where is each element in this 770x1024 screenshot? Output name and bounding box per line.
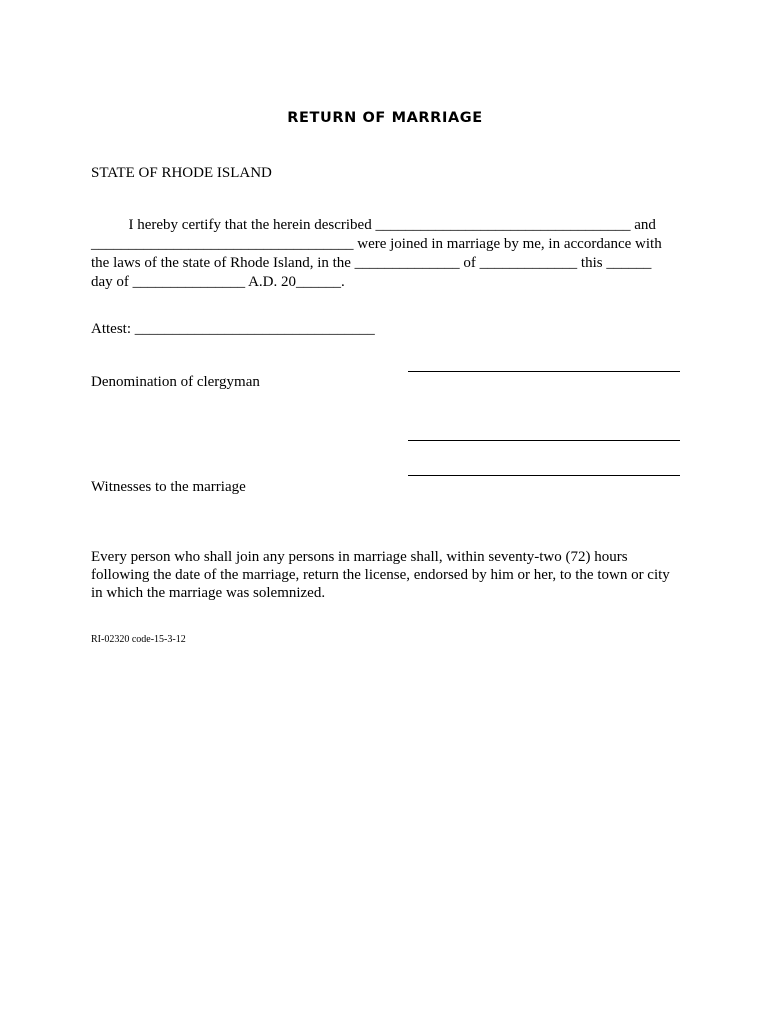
document-title: RETURN OF MARRIAGE [287, 110, 483, 126]
witness-signature-line-2 [408, 475, 680, 476]
witnesses-label: Witnesses to the marriage [91, 479, 246, 495]
certification-line-2: ___________________________________ were joined in marriage by me, in accordance with [91, 236, 662, 252]
state-heading: STATE OF RHODE ISLAND [91, 165, 272, 181]
attest-line: Attest: ________________________________ [91, 321, 375, 337]
clergyman-signature-line [408, 371, 680, 372]
denomination-label: Denomination of clergyman [91, 374, 260, 390]
certification-line-3: the laws of the state of Rhode Island, in the ______________ of _____________ this ______ [91, 255, 652, 271]
notice-line-2: following the date of the marriage, return the license, endorsed by him or her, to the town or city [91, 567, 670, 583]
form-code: RI-02320 code-15-3-12 [91, 634, 186, 645]
witness-signature-line-1 [408, 440, 680, 441]
certification-line-4: day of _______________ A.D. 20______. [91, 274, 345, 290]
legal-notice-paragraph [91, 548, 677, 602]
certification-line-1: I hereby certify that the herein described __________________________________ and [91, 217, 656, 233]
notice-line-3: in which the marriage was solemnized. [91, 585, 326, 601]
certification-paragraph [91, 216, 671, 292]
notice-line-1: Every person who shall join any persons in marriage shall, within seventy-two (72) hours [91, 549, 628, 565]
